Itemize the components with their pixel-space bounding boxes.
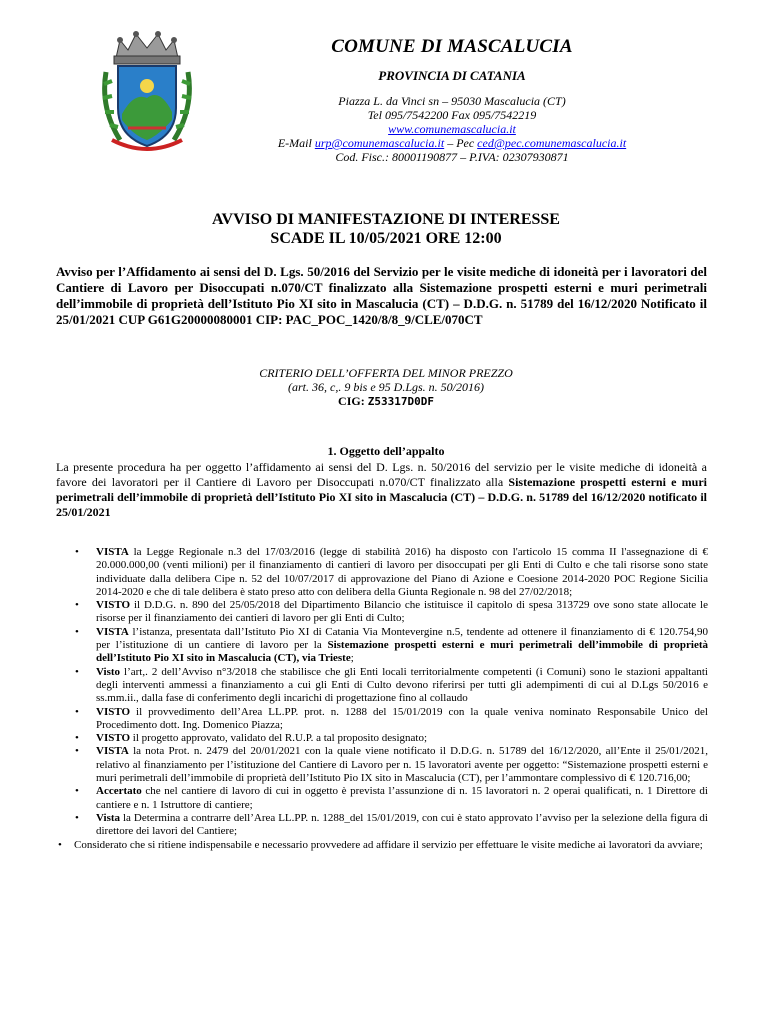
cig-code: Z53317D0DF — [367, 395, 434, 408]
list-item: • VISTO il progetto approvato, validato del R.U.P. a tal proposito designato; — [75, 732, 427, 745]
title-line-1: AVVISO DI MANIFESTAZIONE DI INTERESSE — [212, 211, 560, 228]
section-1-body — [56, 460, 707, 520]
municipality-name: COMUNE DI MASCALUCIA — [331, 36, 573, 57]
notice-subject: Avviso per l’Affidamento ai sensi del D. Lgs. 50/2016 del Servizio per le visite mediche di idoneità per i lavoratori del Cantiere di Lavoro per Disoccupati n.070/CT finalizzato alla Sistemazione prospetti esterni e muri perimetrali dell’immobile di proprietà dell’Istituto Pio XI sito in Mascalucia (CT) – D.D.G. n. 51789 del 16/12/2020 Notificato il 25/01/2021 CUP G61G20000080001 CIP: PAC_POC_1420/8/8_9/CLE/070CT — [56, 264, 707, 327]
list-item: • VISTO il D.D.G. n. 890 del 25/05/2018 del Dipartimento Bilancio che istituisce il capitolo di spesa 313729 ove sono state allocate le risorse per il finanziamento dei cantieri di lavoro per gli Enti di Culto; — [75, 599, 708, 625]
coat-of-arms-logo — [98, 28, 196, 156]
pec-link[interactable]: ced@pec.comunemascalucia.it — [477, 136, 627, 150]
pec-label: – Pec — [447, 136, 475, 150]
premises-list — [58, 546, 708, 852]
list-item-final: • Considerato che si ritiene indispensabile e necessario provvedere ad affidare il servizio per effettuare le visite mediche ai lavoratori da avviare; — [58, 838, 703, 851]
email-label: E-Mail — [277, 136, 312, 150]
section-1-title: 1. Oggetto dell’appalto — [327, 444, 445, 458]
list-item: • VISTA l’istanza, presentata dall’Istituto Pio XI di Catania Via Montevergine n.5, tendente ad ottenere il finanziamento di € 120.754,90 per l’istituzione di un cantiere di lavoro per la Sistemazione prospetti esterni e muri perimetrali dell’immobile di proprietà dell’Istituto Pio XI sito in Mascalucia (CT), via Trieste; — [75, 625, 708, 665]
list-item: • Visto l’art,. 2 dell’Avviso n°3/2018 che stabilisce che gli Enti locali territorialmente competenti (i Comuni) sono le stazioni appaltanti degli interventi ammessi a finanziamento a cui gli Enti di Culto devono riferirsi per tutti gli adempimenti di cui al D.Lgs 50/2016 e ss.mm.ii., dalla fase di conferimento degli incarichi di progettazione fino al collaudo — [75, 665, 708, 705]
title-line-2: SCADE IL 10/05/2021 ORE 12:00 — [270, 230, 502, 247]
website-link[interactable]: www.comunemascalucia.it — [388, 122, 516, 136]
section-1-text: La presente procedura ha per oggetto l’affidamento ai sensi del D. Lgs. n. 50/2016 del servizio per le visite mediche di idoneità a favore dei lavoratori per il Cantiere di Lavoro per Disoccupati n.070/CT finalizzato alla — [56, 460, 707, 489]
document-title — [56, 210, 716, 248]
province-name: PROVINCIA DI CATANIA — [378, 68, 526, 83]
criterion-reference: (art. 36, c,. 9 bis e 95 D.Lgs. n. 50/2016) — [288, 380, 484, 394]
section-1-bold-text: Sistemazione prospetti esterni e muri perimetrali dell’immobile di proprietà dell’Istituto Pio XI sito in Mascalucia (CT) – D.D.G. n. 51789 del 16/12/2020 notificato il 25/01/2021 — [56, 475, 708, 519]
list-item: • VISTO il provvedimento dell’Area LL.PP. prot. n. 1288 del 15/01/2019 con la quale veniva nominato Responsabile Unico del Procedimento dott. Ing. Domenico Piazza; — [75, 705, 708, 731]
email-link[interactable]: urp@comunemascalucia.it — [314, 136, 445, 150]
cig-line — [56, 394, 716, 409]
list-item: • VISTA la Legge Regionale n.3 del 17/03/2016 (legge di stabilità 2016) ha disposto con l'articolo 15 comma II l'assegnazione di € 20.000.000,00 (venti milioni) per il finanziamento di cantieri di lavoro per disoccupati per gli Enti di Culto e che tali risorse sono state individuate dalla delibera Cipe n. 52 del 10/07/2017 di approvazione del Piano di Azione e Coesione 2014-2020 POC Regione Sicilia 2014-2020 e che di tale delibera è stato preso atto con delibera della Giunta Regionale n. 98 del 27/02/2018; — [75, 546, 708, 598]
criterion-line: CRITERIO DELL’OFFERTA DEL MINOR PREZZO — [259, 366, 513, 380]
cig-label: CIG: — [338, 394, 365, 408]
list-item: • Vista la Determina a contrarre dell’Area LL.PP. n. 1288_del 15/01/2019, con cui è stato approvato l’avviso per la selezione della figura di direttore dei lavori del Cantiere; — [75, 811, 708, 838]
tel-fax-line: Tel 095/7542200 Fax 095/7542219 — [367, 108, 537, 122]
address-line: Piazza L. da Vinci sn – 95030 Mascalucia (CT) — [338, 94, 566, 108]
contact-block — [230, 94, 674, 164]
list-item: • VISTA la nota Prot. n. 2479 del 20/01/2021 con la quale viene notificato il D.D.G. n. 51789 del 16/12/2020, all’Ente il 25/01/2021, relativo al finanziamento per l’istituzione del Cantiere di Lavoro per n. 15 lavoratori avente per oggetto: “Sistemazione prospetti esterni e muri perimetrali dell’immobile di proprietà dell’Istituto Pio IX sito in Mascalucia (CT), per l’ammontare complessivo di € 120.716,00; — [75, 745, 708, 785]
fiscal-line: Cod. Fisc.: 80001190877 – P.IVA: 02307930871 — [335, 150, 569, 164]
letterhead — [230, 36, 674, 164]
email-line — [230, 136, 674, 150]
list-item: • Accertato che nel cantiere di lavoro di cui in oggetto è prevista l’assunzione di n. 15 lavoratori n. 2 operai qualificati, n. 1 Direttore di cantiere e n. 1 Istruttore di cantiere; — [75, 785, 708, 811]
award-criterion — [56, 366, 716, 409]
